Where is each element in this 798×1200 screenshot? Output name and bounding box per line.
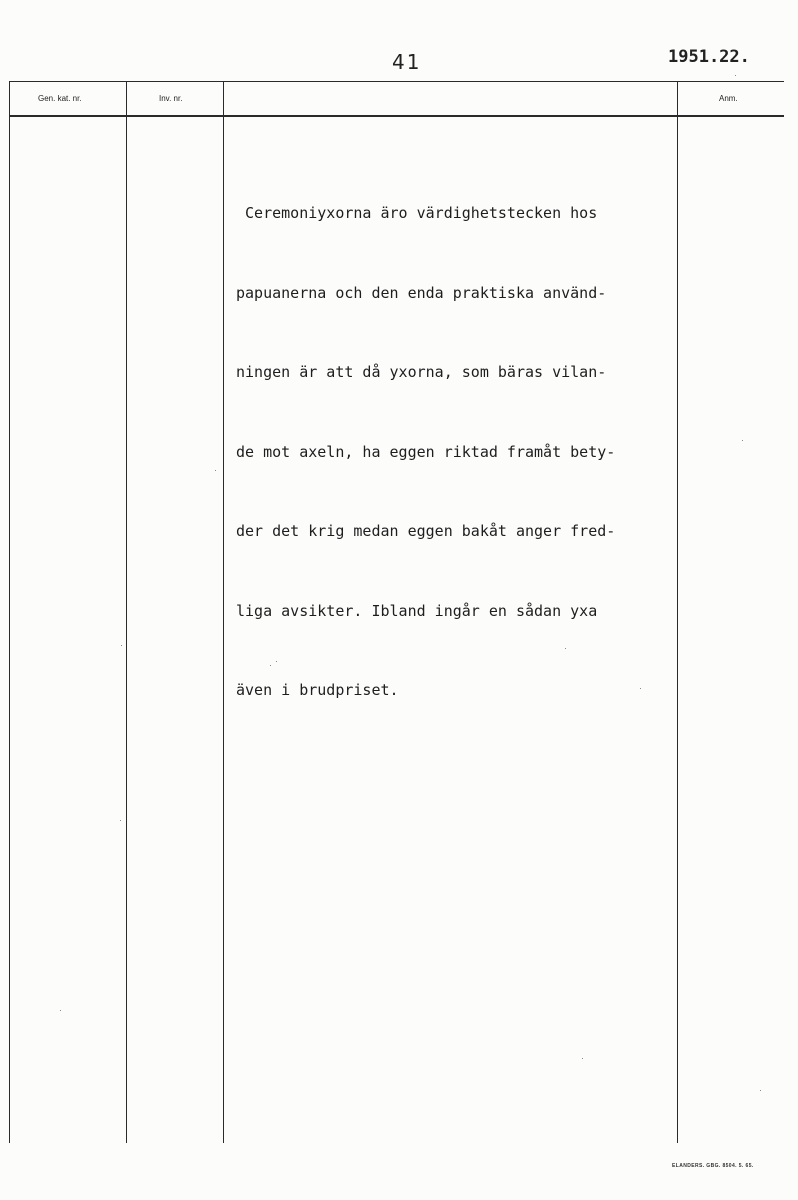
- scan-speck: [565, 648, 566, 649]
- scan-speck: [760, 1090, 761, 1091]
- scan-speck: [270, 665, 271, 666]
- scan-speck: [215, 470, 216, 471]
- entry-description: [236, 147, 676, 757]
- entry-line: de mot axeln, ha eggen riktad framåt bety-: [236, 442, 616, 461]
- entry-line: ningen är att då yxorna, som bäras vilan-: [236, 363, 607, 381]
- scan-speck: [735, 75, 736, 76]
- scan-speck: [121, 645, 122, 646]
- entry-line: även i brudpriset.: [236, 681, 399, 699]
- header-gen-kat-nr: Gen. kat. nr.: [38, 94, 82, 103]
- column-divider-3: [677, 81, 678, 1143]
- printer-imprint: ELANDERS. GBG. 8504. 5. 65.: [672, 1163, 754, 1169]
- table-left-border: [9, 81, 10, 1143]
- page-number: 41: [392, 50, 422, 74]
- entry-line: der det krig medan eggen bakåt anger fred-: [236, 522, 616, 540]
- scan-speck: [120, 820, 121, 821]
- header-inv-nr: Inv. nr.: [159, 94, 183, 103]
- entry-line: papuanerna och den enda praktiska använd-: [236, 283, 607, 302]
- scan-speck: [742, 440, 743, 441]
- column-divider-2: [223, 81, 224, 1143]
- scan-speck: [60, 1010, 61, 1011]
- entry-line: Ceremoniyxorna äro värdighetstecken hos: [236, 204, 598, 222]
- column-divider-1: [126, 81, 127, 1143]
- scan-speck: [582, 1058, 583, 1059]
- entry-line: liga avsikter. Ibland ingår en sådan yxa: [236, 601, 598, 620]
- scan-speck: [640, 688, 641, 689]
- header-anm: Anm.: [719, 94, 738, 103]
- catalog-number: 1951.22.: [668, 47, 750, 67]
- scan-speck: [276, 661, 277, 662]
